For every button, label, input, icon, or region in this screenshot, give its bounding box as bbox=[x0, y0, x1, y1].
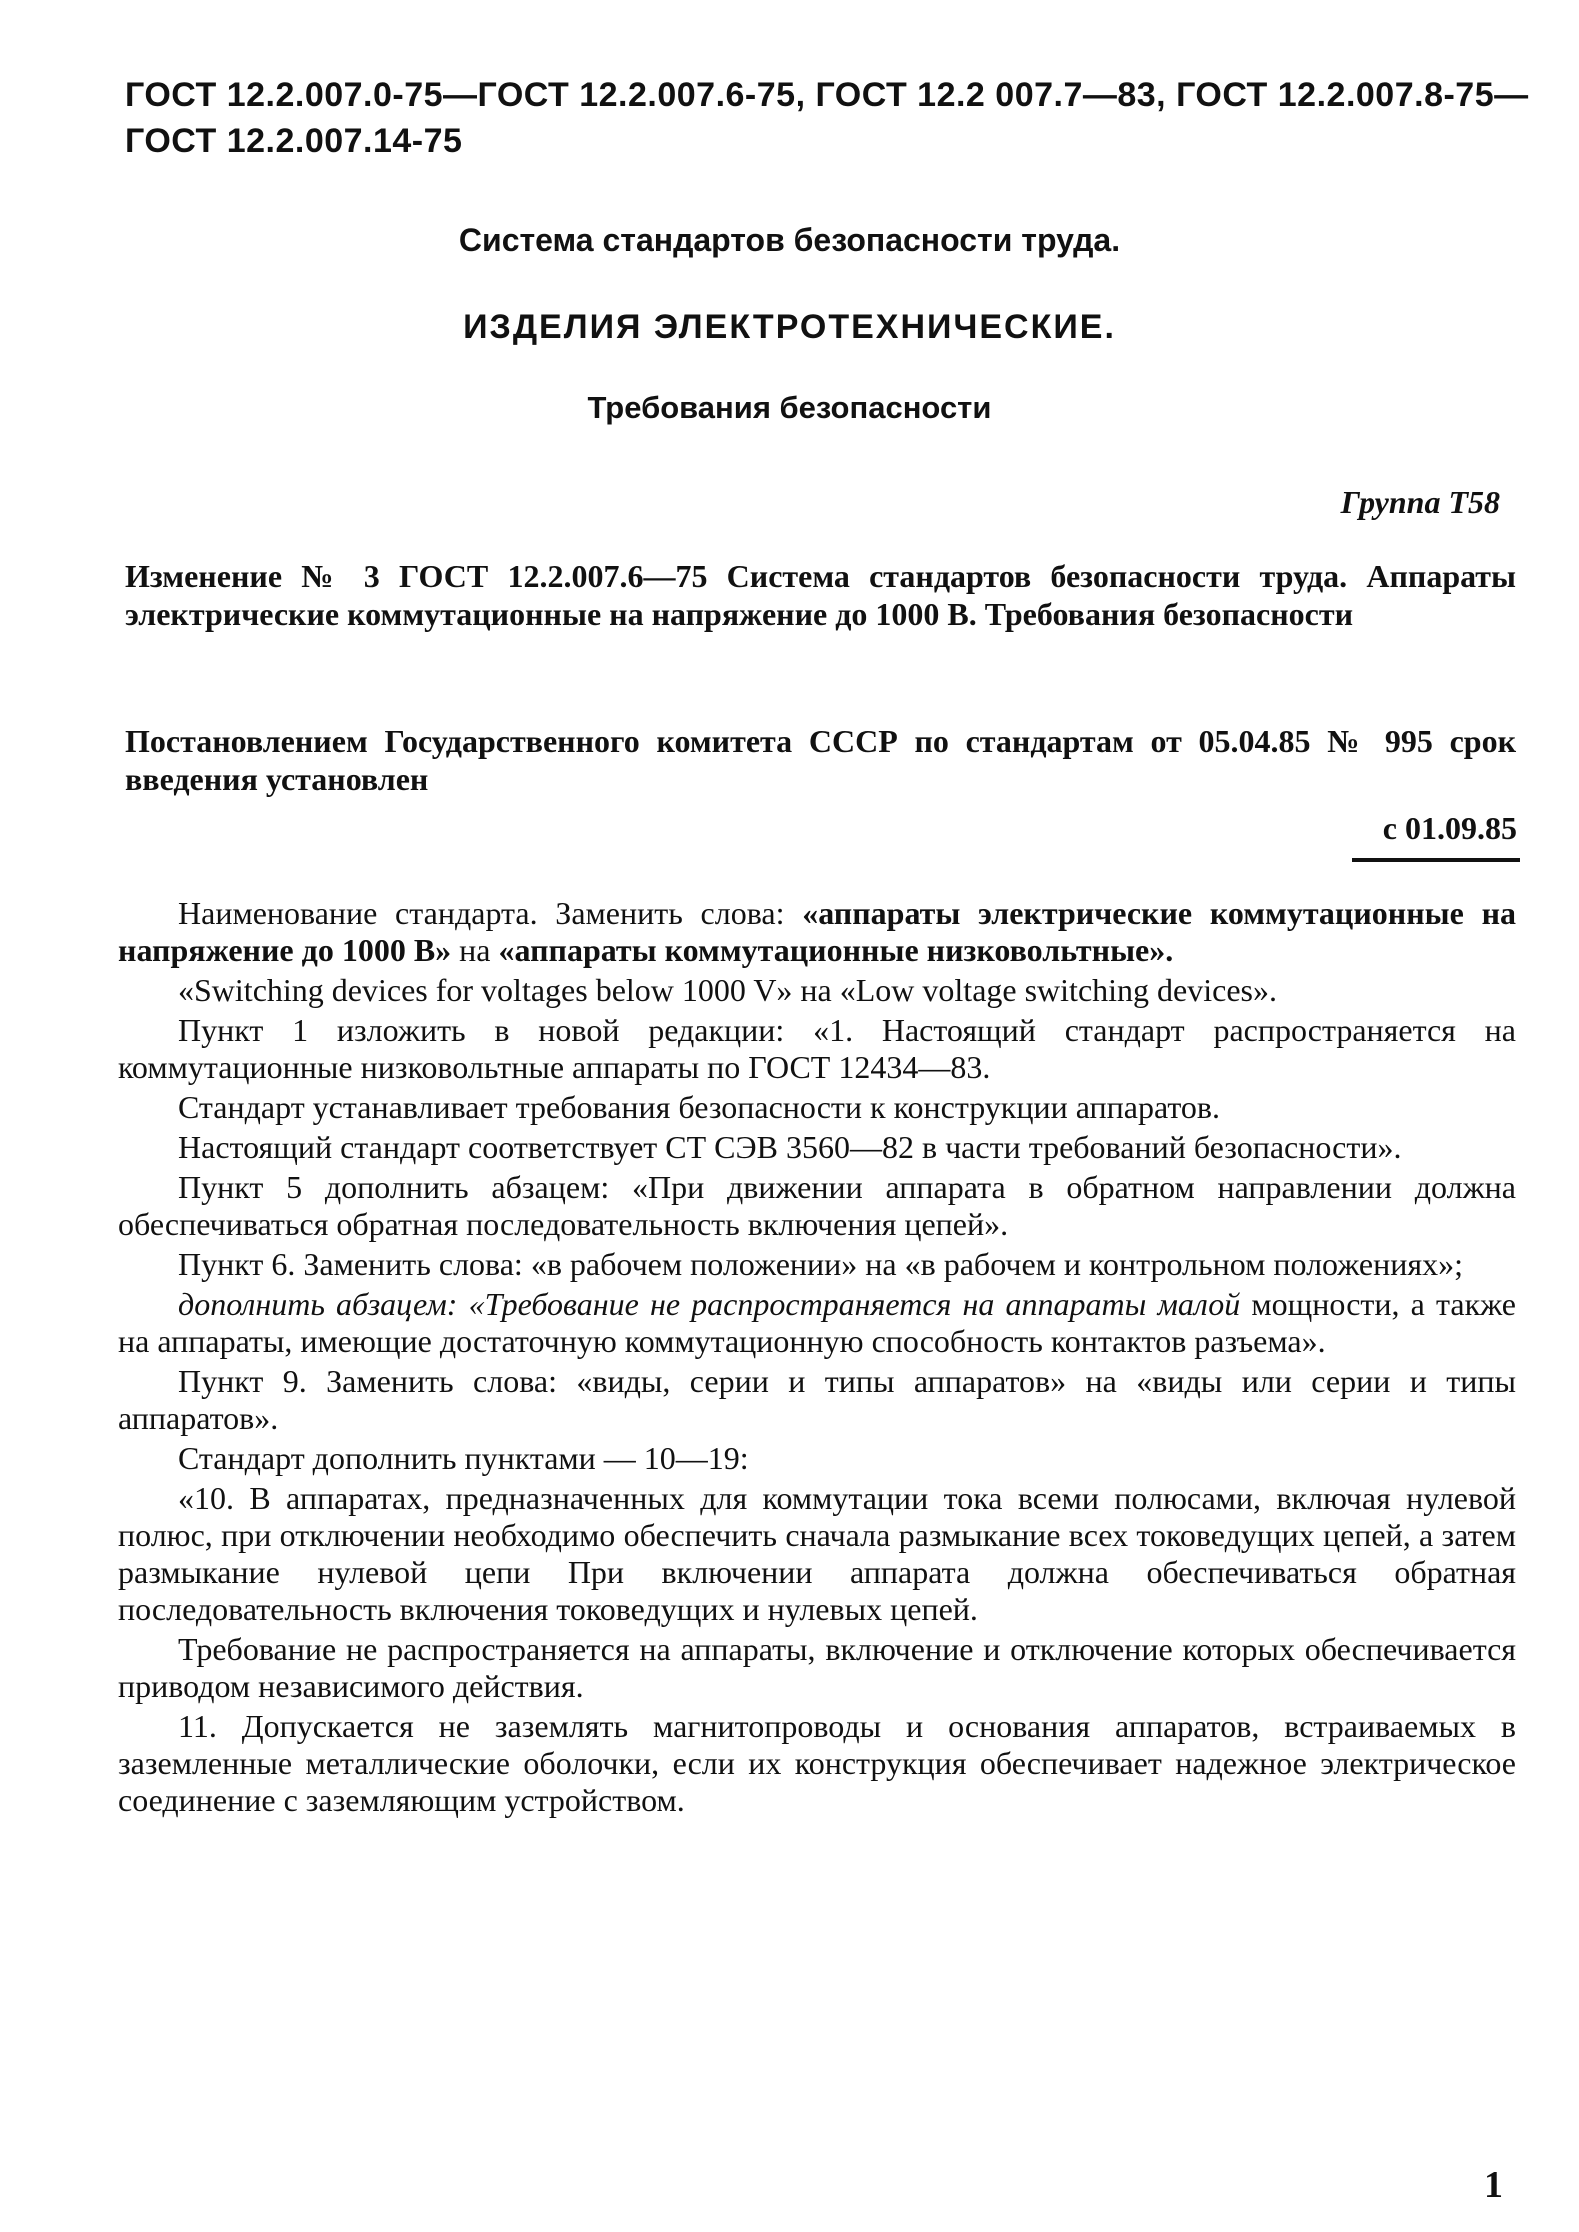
paragraph: Стандарт устанавливает требования безопасности к конструкции аппаратов. bbox=[178, 1089, 1220, 1125]
paragraph: Настоящий стандарт соответствует СТ СЭВ 3560—82 в части требований безопасности». bbox=[178, 1129, 1402, 1165]
header-line-1: ГОСТ 12.2.007.0-75—ГОСТ 12.2.007.6-75, ГОСТ 12.2 007.7—83, ГОСТ 12.2.007.8-75— bbox=[125, 76, 1529, 114]
paragraph bbox=[118, 895, 1516, 969]
paragraph: Требование не распространяется на аппараты, включение и отключение которых обеспечивается приводом независимого действия. bbox=[118, 1631, 1516, 1704]
paragraph: 11. Допускается не заземлять магнитопроводы и основания аппаратов, встраиваемых в заземленные металлические оболочки, если их конструкция обеспечивает надежное электрическое соединение с заземляющим устройством. bbox=[118, 1708, 1516, 1818]
paragraph bbox=[118, 1286, 1516, 1360]
paragraph: Стандарт дополнить пунктами — 10—19: bbox=[178, 1440, 749, 1476]
paragraph: «10. В аппаратах, предназначенных для коммутации тока всеми полюсами, включая нулевой полюс, при отключении необходимо обеспечить сначала размыкание всех токоведущих цепей, а затем размыкание нулевой цепи При включении аппарата должна обеспечиваться обратная последовательность включения токоведущих и нулевых цепей. bbox=[118, 1480, 1516, 1627]
paragraph-text: мощности, а также на аппараты, имеющие достаточную коммутационную способность контактов разъема». bbox=[118, 1286, 1517, 1359]
paragraph: Пункт 6. Заменить слова: «в рабочем положении» на «в рабочем и контрольном положениях»; bbox=[178, 1246, 1463, 1282]
products-title: ИЗДЕЛИЯ ЭЛЕКТРОТЕХНИЧЕСКИЕ. bbox=[463, 308, 1116, 346]
standard-header bbox=[125, 72, 1529, 164]
page-number: 1 bbox=[1484, 2164, 1503, 2206]
document-body bbox=[118, 895, 1516, 1822]
change-notice: Изменение № 3 ГОСТ 12.2.007.6—75 Система стандартов безопасности труда. Аппараты электрические коммутационные на напряжение до 1000 В. Требования безопасности bbox=[125, 558, 1516, 632]
system-title: Система стандартов безопасности труда. bbox=[458, 222, 1121, 258]
decree-text: Постановлением Государственного комитета СССР по стандартам от 05.04.85 № 995 срок введения установлен bbox=[125, 723, 1516, 797]
effective-date: с 01.09.85 bbox=[1382, 810, 1517, 846]
paragraph: Пункт 1 изложить в новой редакции: «1. Настоящий стандарт распространяется на коммутационные низковольтные аппараты по ГОСТ 12434—83. bbox=[118, 1012, 1516, 1085]
paragraph-text: на bbox=[451, 932, 499, 968]
date-underline bbox=[1352, 858, 1520, 862]
header-line-2: ГОСТ 12.2.007.14-75 bbox=[125, 122, 463, 160]
quoted-old-title: «аппараты электрические коммутационные на напряжение до 1000 В» bbox=[118, 895, 1517, 968]
quoted-new-title: «аппараты коммутационные низковольтные». bbox=[498, 932, 1174, 968]
requirements-title: Требования безопасности bbox=[587, 390, 992, 425]
paragraph-text: Наименование стандарта. Заменить слова: bbox=[178, 895, 803, 931]
italic-amendment: дополнить абзацем: «Требование не распространяется на аппараты малой bbox=[178, 1286, 1241, 1322]
paragraph: «Switching devices for voltages below 1000 V» на «Low voltage switching devices». bbox=[178, 972, 1277, 1008]
group-label: Группа Т58 bbox=[1340, 484, 1500, 520]
paragraph: Пункт 5 дополнить абзацем: «При движении аппарата в обратном направлении должна обеспечиваться обратная последовательность включения цепей». bbox=[118, 1169, 1516, 1242]
paragraph: Пункт 9. Заменить слова: «виды, серии и типы аппаратов» на «виды или серии и типы аппаратов». bbox=[118, 1363, 1516, 1436]
